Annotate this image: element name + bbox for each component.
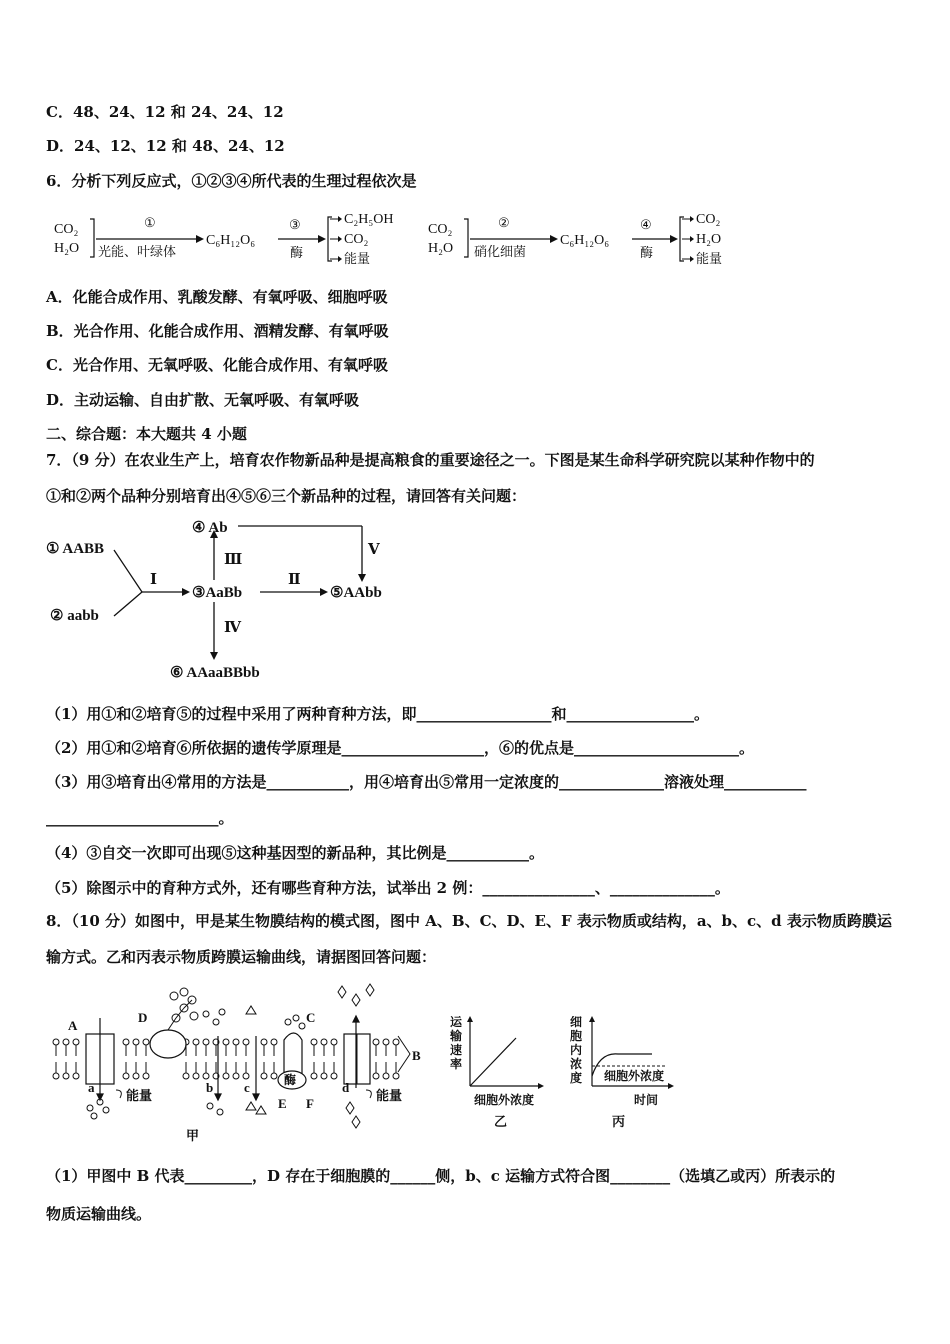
q6-option-a: A．化能合成作用、乳酸发酵、有氧呼吸、细胞呼吸 [46, 288, 388, 306]
new-variety-5: ⑤AAbb [330, 585, 382, 601]
label-C: C [306, 1010, 316, 1025]
h2o-1: H₂O [54, 241, 80, 256]
step-4: Ⅳ [224, 620, 242, 636]
figure-jia-label: 甲 [186, 1128, 200, 1143]
q8-sub1-line1: （1）甲图中 B 代表_________，D 存在于细胞膜的______侧，b、c 运输方式符合图________（选填乙或丙）所表示的 [46, 1167, 836, 1185]
parent-2: ② aabb [50, 608, 99, 624]
q6-option-c: C．光合作用、无氧呼吸、化能合成作用、有氧呼吸 [46, 356, 388, 374]
energy-label-1: 能量 [126, 1088, 153, 1103]
label-c: c [244, 1080, 250, 1095]
graph-yi [444, 1016, 554, 1132]
breeding-diagram [46, 512, 406, 684]
label-a: a [88, 1080, 95, 1095]
bing-dashed-label: 细胞外浓度 [604, 1069, 665, 1083]
q8-stem-line1: 8．（10 分）如图中，甲是某生物膜结构的模式图，图中 A、B、C、D、E、F 表示物质或结构，a、b、c、d 表示物质跨膜运 [46, 912, 892, 930]
nitrifying-bacteria: 硝化细菌 [474, 244, 527, 259]
q6-reaction-diagram [46, 205, 736, 269]
new-variety-6: ⑥ AAaaBBbb [170, 665, 260, 681]
q7-sub4: （4）③自交一次即可出现⑤这种基因型的新品种，其比例是___________。 [46, 844, 544, 862]
yi-y-axis-label: 运输速率 [450, 1016, 463, 1071]
q6-stem: 6．分析下列反应式，①②③④所代表的生理过程依次是 [46, 172, 417, 190]
energy-label-2: 能量 [376, 1088, 403, 1103]
q7-sub3-line1: （3）用③培育出④常用的方法是___________，用④培育出⑤常用一定浓度的______________溶液处理___________ [46, 773, 807, 791]
h2o-product-2: H₂O [696, 232, 722, 247]
q7-stem-line2: ①和②两个品种分别培育出④⑤⑥三个新品种的过程，请回答有关问题： [46, 487, 527, 505]
label-B: B [412, 1048, 421, 1063]
yi-x-axis-label: 细胞外浓度 [474, 1093, 535, 1107]
num-2: ② [498, 215, 510, 230]
q7-sub3-line2: _______________________。 [46, 809, 234, 827]
energy-1: 能量 [344, 251, 371, 266]
num-1: ① [144, 215, 156, 230]
step-1: Ⅰ [150, 572, 158, 588]
bing-y-axis-label: 细胞内浓度 [570, 1016, 583, 1085]
step-3: Ⅲ [224, 552, 243, 568]
co2-1: CO₂ [54, 222, 79, 237]
num-3: ③ [289, 217, 301, 232]
enzyme-1: 酶 [290, 245, 304, 260]
q8-stem-line2: 输方式。乙和丙表示物质跨膜运输曲线，请据图回答问题： [46, 948, 437, 966]
label-D: D [138, 1010, 148, 1025]
section-2-heading: 二、综合题：本大题共 4 小题 [46, 425, 247, 443]
energy-2: 能量 [696, 251, 723, 266]
label-F: F [306, 1096, 314, 1111]
q5-option-d: D．24、12、12 和 48、24、12 [46, 137, 285, 155]
q7-sub2: （2）用①和②培育⑥所依据的遗传学原理是___________________，⑥的优点是______________________。 [46, 739, 754, 757]
q7-stem-line1: 7．（9 分）在农业生产上，培育农作物新品种是提高粮食的重要途径之一。下图是某生命科学研究院以某种作物中的 [46, 451, 815, 469]
parent-1: ① AABB [46, 541, 105, 557]
co2-product-1: CO₂ [344, 232, 369, 247]
label-A: A [68, 1018, 78, 1033]
q7-sub1: （1）用①和②培育⑤的过程中采用了两种育种方法，即__________________和_________________。 [46, 705, 709, 723]
step-2: Ⅱ [288, 572, 301, 588]
enzyme-label: 酶 [284, 1073, 297, 1087]
bing-x-axis-label: 时间 [634, 1093, 659, 1107]
new-variety-4: ④ Ab [192, 520, 228, 536]
q8-sub1-line2: 物质运输曲线。 [46, 1205, 152, 1223]
step-5: Ⅴ [368, 542, 380, 558]
membrane-figure [46, 978, 436, 1146]
figure-bing-label: 丙 [612, 1114, 626, 1129]
q6-option-b: B．光合作用、化能合成作用、酒精发酵、有氧呼吸 [46, 322, 389, 340]
label-b: b [206, 1080, 214, 1095]
num-4: ④ [640, 217, 652, 232]
light-chloroplast: 光能、叶绿体 [98, 244, 177, 259]
figure-yi-label: 乙 [494, 1114, 508, 1129]
enzyme-2: 酶 [640, 245, 654, 260]
label-E: E [278, 1096, 287, 1111]
glucose-1: C₆H₁₂O₆ [206, 233, 256, 248]
q6-option-d: D．主动运输、自由扩散、无氧呼吸、有氧呼吸 [46, 391, 360, 409]
co2-product-2: CO₂ [696, 212, 721, 227]
q5-option-c: C．48、24、12 和 24、24、12 [46, 103, 284, 121]
q7-sub5: （5）除图示中的育种方式外，还有哪些育种方法，试举出 2 例：_______________、______________。 [46, 879, 730, 897]
graph-bing [566, 1016, 696, 1132]
ethanol: C₂H₅OH [344, 212, 394, 227]
hybrid-aabb: ③AaBb [192, 585, 243, 601]
glucose-2: C₆H₁₂O₆ [560, 233, 610, 248]
h2o-2: H₂O [428, 241, 454, 256]
label-d: d [342, 1080, 350, 1095]
co2-2: CO₂ [428, 222, 453, 237]
